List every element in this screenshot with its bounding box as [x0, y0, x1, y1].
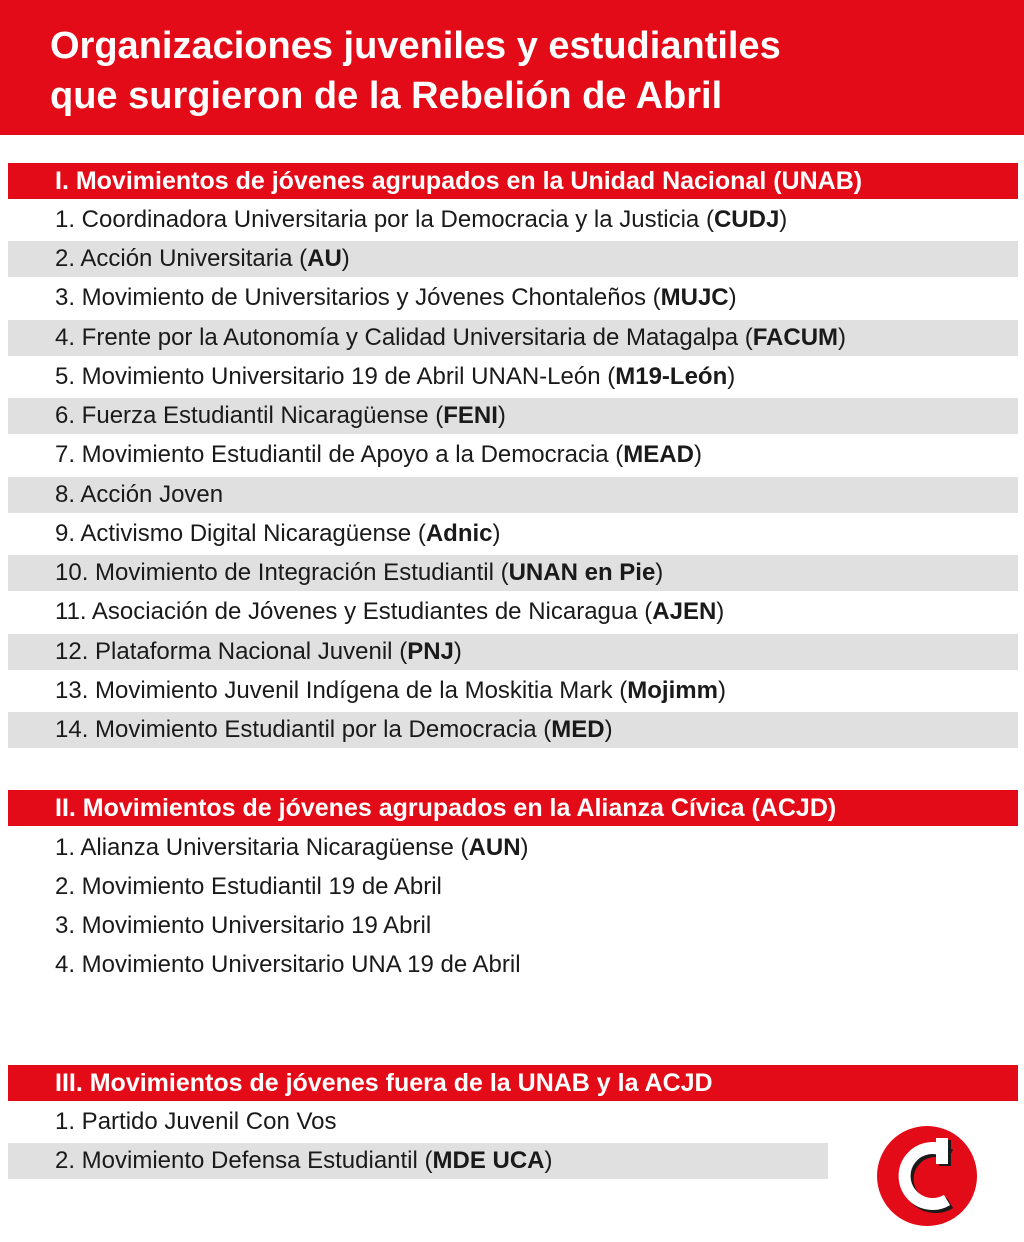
list-item: 6. Fuerza Estudiantil Nicaragüense (FENI)	[8, 398, 1018, 434]
list-item: 4. Movimiento Universitario UNA 19 de Abril	[55, 951, 521, 978]
list-item: 1. Alianza Universitaria Nicaragüense (AUN)	[55, 834, 529, 861]
list-item: 7. Movimiento Estudiantil de Apoyo a la Democracia (MEAD)	[55, 441, 702, 468]
section-1-title: I. Movimientos de jóvenes agrupados en la Unidad Nacional (UNAB)	[8, 163, 1018, 199]
list-item: 4. Frente por la Autonomía y Calidad Universitaria de Matagalpa (FACUM)	[8, 320, 1018, 356]
page-title-line-1: Organizaciones juveniles y estudiantiles	[50, 25, 781, 67]
page-header	[0, 0, 1024, 135]
list-item: 14. Movimiento Estudiantil por la Democracia (MED)	[8, 712, 1018, 748]
list-item: 13. Movimiento Juvenil Indígena de la Moskitia Mark (Mojimm)	[55, 677, 726, 704]
list-item: 2. Movimiento Estudiantil 19 de Abril	[55, 873, 442, 900]
list-item: 11. Asociación de Jóvenes y Estudiantes de Nicaragua (AJEN)	[55, 598, 725, 625]
list-item: 3. Movimiento Universitario 19 Abril	[55, 912, 432, 939]
confidencial-c-logo-icon	[873, 1126, 983, 1226]
section-3-title: III. Movimientos de jóvenes fuera de la UNAB y la ACJD	[8, 1065, 1018, 1101]
list-item: 8. Acción Joven	[8, 477, 1018, 513]
list-item: 3. Movimiento de Universitarios y Jóvenes Chontaleños (MUJC)	[55, 284, 737, 311]
list-item: 2. Acción Universitaria (AU)	[8, 241, 1018, 277]
list-item: 5. Movimiento Universitario 19 de Abril UNAN-León (M19-León)	[55, 363, 736, 390]
list-item: 9. Activismo Digital Nicaragüense (Adnic)	[55, 520, 501, 547]
section-2-title: II. Movimientos de jóvenes agrupados en la Alianza Cívica (ACJD)	[8, 790, 1018, 826]
list-item: 10. Movimiento de Integración Estudiantil (UNAN en Pie)	[8, 555, 1018, 591]
list-item: 1. Coordinadora Universitaria por la Democracia y la Justicia (CUDJ)	[55, 206, 788, 233]
page-title-line-2: que surgieron de la Rebelión de Abril	[50, 75, 723, 117]
list-item: 12. Plataforma Nacional Juvenil (PNJ)	[8, 634, 1018, 670]
list-item: 2. Movimiento Defensa Estudiantil (MDE UCA)	[8, 1143, 828, 1179]
list-item: 1. Partido Juvenil Con Vos	[55, 1108, 337, 1135]
